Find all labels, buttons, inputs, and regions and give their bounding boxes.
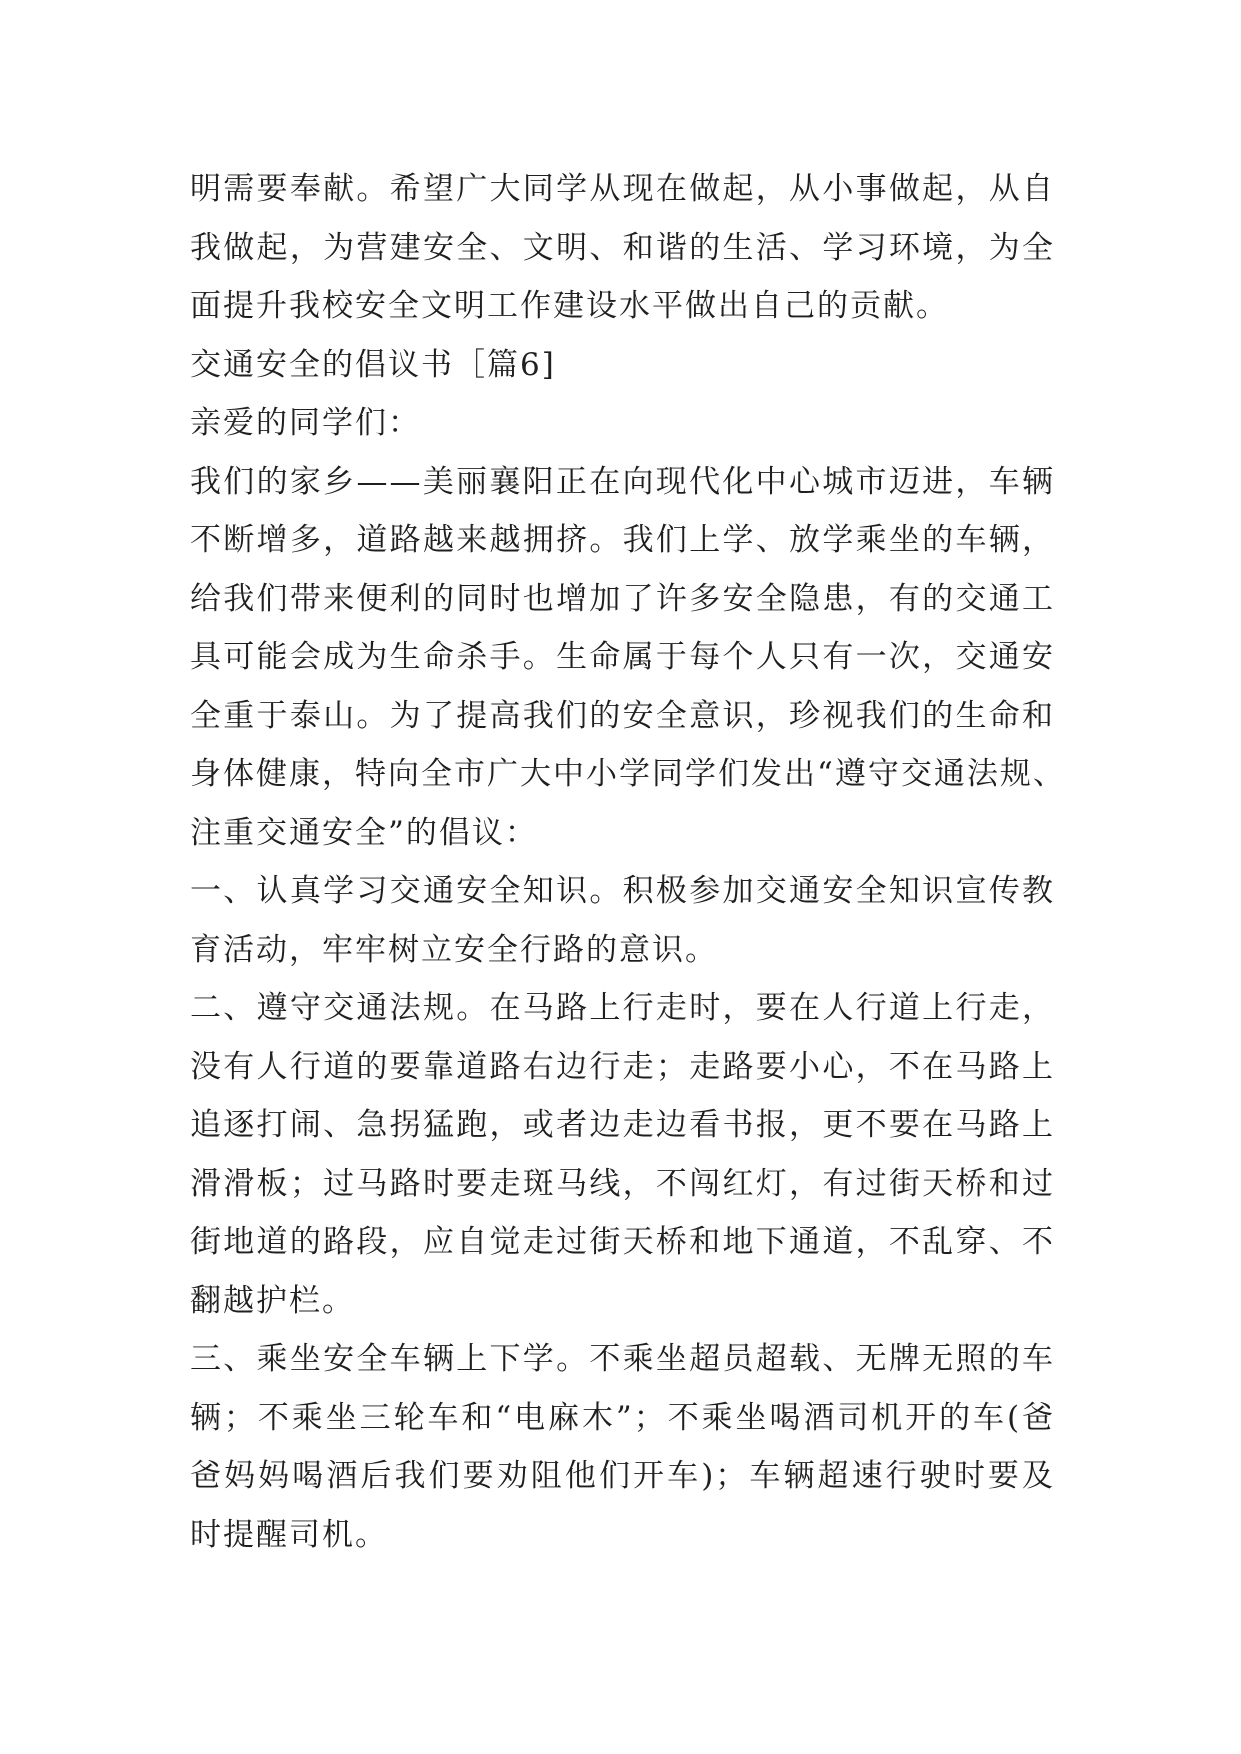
section-heading: 交通安全的倡议书［篇6] xyxy=(190,346,556,383)
document-body xyxy=(190,160,1066,1564)
text-line-6: 我们的家乡——美丽襄阳正在向现代化中心城市迈进，车辆 xyxy=(190,463,1055,500)
text-line-16: 没有人行道的要靠道路右边行走；走路要小心，不在马路上 xyxy=(190,1048,1055,1085)
text-line-11: 身体健康，特向全市广大中小学同学们发出“遵守交通法规、 xyxy=(190,756,1066,792)
text-line-13: 一、认真学习交通安全知识。积极参加交通安全知识宣传教 xyxy=(190,873,1055,909)
text-line-9: 具可能会成为生命杀手。生命属于每个人只有一次，交通安 xyxy=(190,639,1055,675)
text-line-12: 注重交通安全”的倡议： xyxy=(190,814,538,851)
text-line-2: 我做起，为营建安全、文明、和谐的生活、学习环境，为全 xyxy=(190,229,1055,266)
text-line-21: 三、乘坐安全车辆上下学。不乘坐超员超载、无牌无照的车 xyxy=(190,1341,1055,1377)
text-line-8: 给我们带来便利的同时也增加了许多安全隐患，有的交通工 xyxy=(190,580,1055,617)
text-line-15: 二、遵守交通法规。在马路上行走时，要在人行道上行走， xyxy=(190,990,1055,1026)
text-line-22: 辆；不乘坐三轮车和“电麻木”；不乘坐喝酒司机开的车(爸 xyxy=(190,1399,1055,1436)
text-line-10: 全重于泰山。为了提高我们的安全意识，珍视我们的生命和 xyxy=(190,697,1055,734)
text-line-18: 滑滑板；过马路时要走斑马线，不闯红灯，有过街天桥和过 xyxy=(190,1165,1055,1202)
text-line-14: 育活动，牢牢树立安全行路的意识。 xyxy=(190,931,718,968)
text-line-23: 爸妈妈喝酒后我们要劝阻他们开车)；车辆超速行驶时要及 xyxy=(190,1458,1055,1494)
text-line-24: 时提醒司机。 xyxy=(190,1516,388,1553)
text-line-20: 翻越护栏。 xyxy=(190,1282,355,1319)
text-line-17: 追逐打闹、急拐猛跑，或者边走边看书报，更不要在马路上 xyxy=(190,1107,1055,1143)
text-line-7: 不断增多，道路越来越拥挤。我们上学、放学乘坐的车辆， xyxy=(190,522,1055,558)
text-line-19: 街地道的路段，应自觉走过街天桥和地下通道，不乱穿、不 xyxy=(190,1224,1055,1260)
text-line-1: 明需要奉献。希望广大同学从现在做起，从小事做起，从自 xyxy=(190,171,1055,207)
text-line-3: 面提升我校安全文明工作建设水平做出自己的贡献。 xyxy=(190,288,949,324)
salutation: 亲爱的同学们： xyxy=(190,405,421,441)
